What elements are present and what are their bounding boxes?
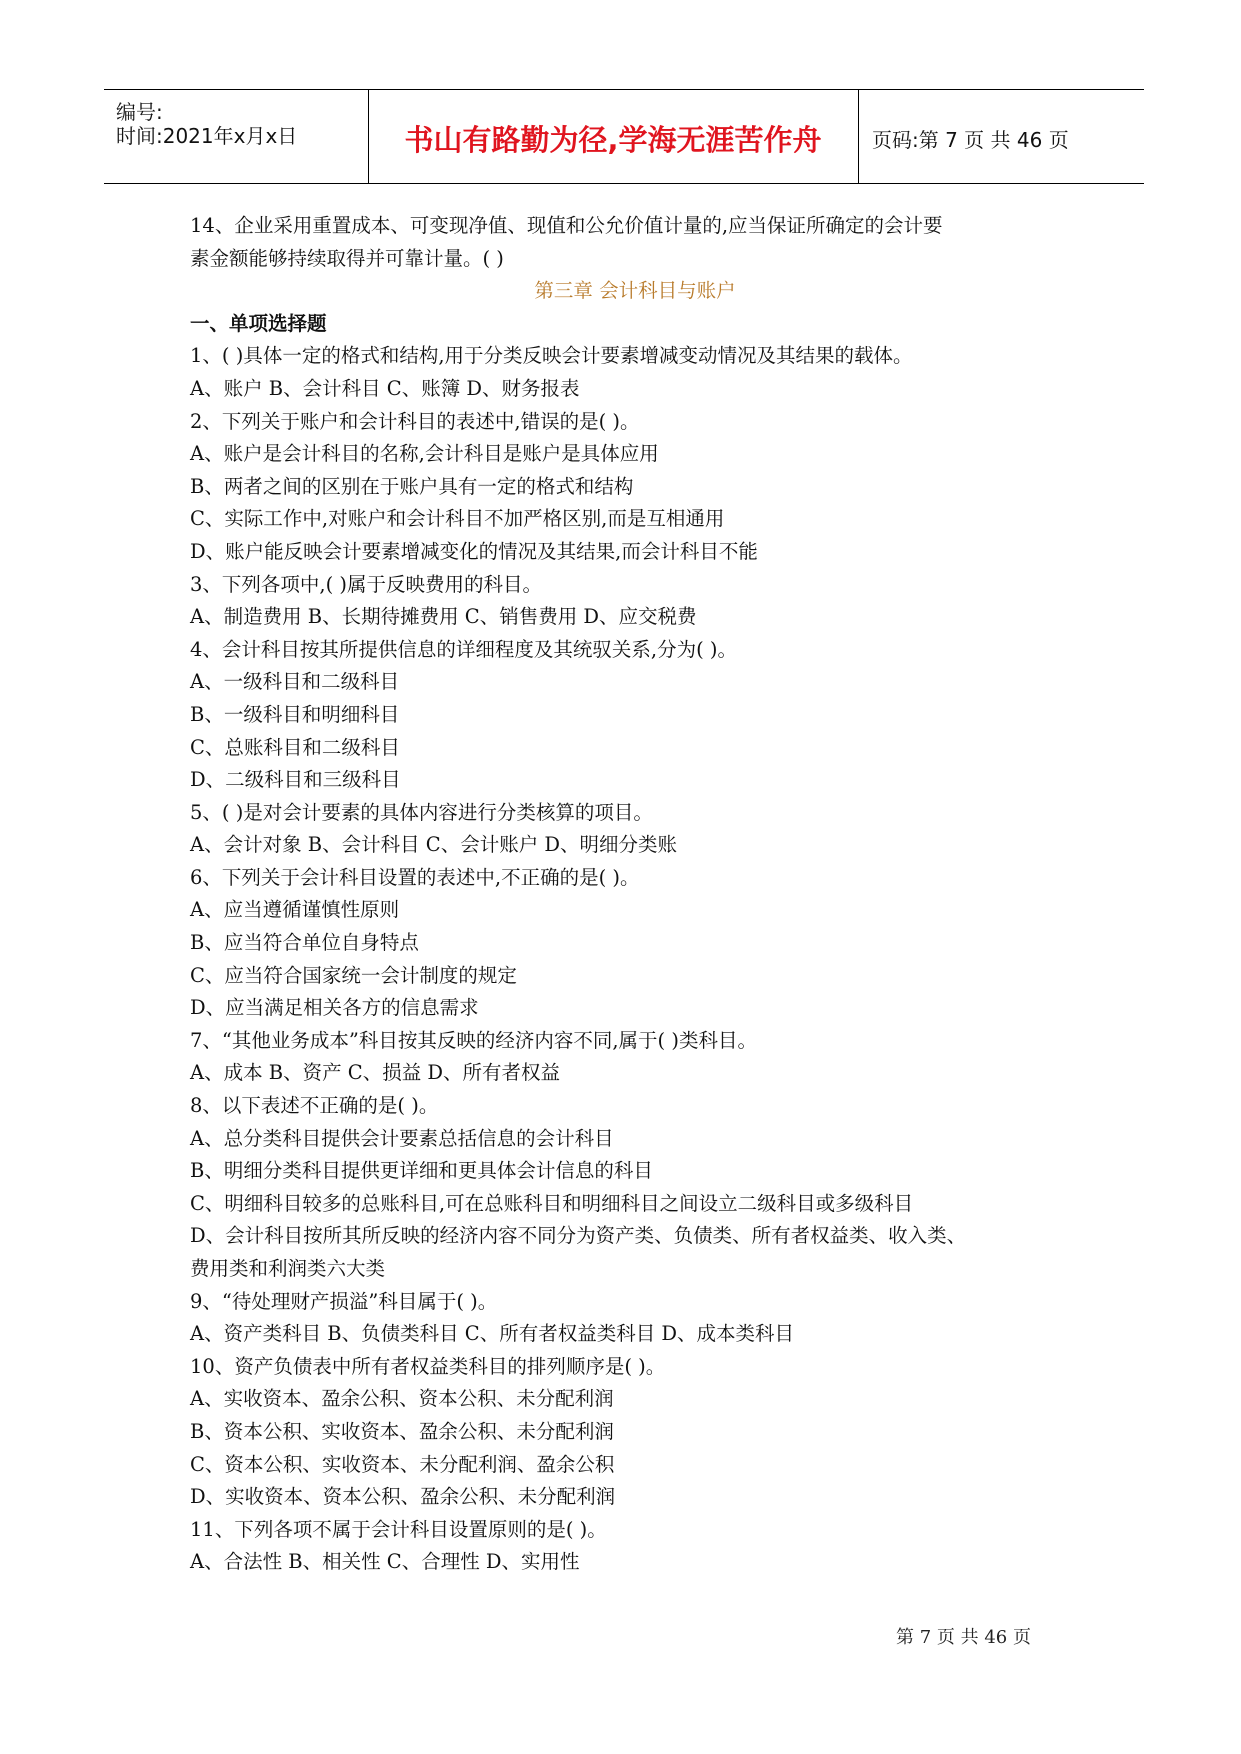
- chapter-title: 第三章 会计科目与账户: [534, 279, 736, 303]
- answer-option: D、账户能反映会计要素增减变化的情况及其结果,而会计科目不能: [190, 539, 758, 563]
- answer-option: D、会计科目按所其所反映的经济内容不同分为资产类、负债类、所有者权益类、收入类、: [190, 1224, 967, 1248]
- text-line: 14、企业采用重置成本、可变现净值、现值和公允价值计量的,应当保证所确定的会计要: [190, 214, 943, 237]
- answer-option: A、总分类科目提供会计要素总括信息的会计科目: [190, 1126, 614, 1150]
- document-body: [190, 210, 1080, 1579]
- question: 8、以下表述不正确的是( )。: [190, 1094, 439, 1118]
- header-left-cell: [104, 90, 369, 183]
- question: 10、资产负债表中所有者权益类科目的排列顺序是( )。: [190, 1354, 666, 1378]
- answer-option: A、应当遵循谨慎性原则: [190, 898, 400, 922]
- answer-option: B、明细分类科目提供更详细和更具体会计信息的科目: [190, 1159, 653, 1183]
- answer-option: B、应当符合单位自身特点: [190, 931, 419, 955]
- section-heading: 一、单项选择题: [190, 311, 327, 335]
- answer-option: D、应当满足相关各方的信息需求: [190, 996, 479, 1020]
- time-label: 时间:2021年x月x日: [116, 124, 298, 148]
- number-label: 编号:: [116, 100, 163, 124]
- answer-option: D、实收资本、资本公积、盈余公积、未分配利润: [190, 1485, 616, 1509]
- header-motto: 书山有路勤为径,学海无涯苦作舟: [404, 123, 822, 157]
- answer-option: A、资产类科目 B、负债类科目 C、所有者权益类科目 D、成本类科目: [190, 1322, 795, 1346]
- question: 4、会计科目按其所提供信息的详细程度及其统驭关系,分为( )。: [190, 637, 738, 661]
- text-line: 素金额能够持续取得并可靠计量。( ): [190, 246, 504, 270]
- header-middle-cell: [368, 90, 859, 183]
- question: 7、“其他业务成本”科目按其反映的经济内容不同,属于( )类科目。: [190, 1028, 757, 1052]
- question: 1、( )具体一定的格式和结构,用于分类反映会计要素增减变动情况及其结果的载体。: [190, 344, 913, 368]
- answer-option: B、两者之间的区别在于账户具有一定的格式和结构: [190, 474, 634, 498]
- answer-option: A、制造费用 B、长期待摊费用 C、销售费用 D、应交税费: [190, 605, 697, 629]
- answer-option: A、账户是会计科目的名称,会计科目是账户是具体应用: [190, 442, 659, 466]
- question: 2、下列关于账户和会计科目的表述中,错误的是( )。: [190, 409, 640, 433]
- answer-option: C、明细科目较多的总账科目,可在总账科目和明细科目之间设立二级科目或多级科目: [190, 1191, 914, 1215]
- answer-option: A、实收资本、盈余公积、资本公积、未分配利润: [190, 1387, 614, 1411]
- answer-option: A、会计对象 B、会计科目 C、会计账户 D、明细分类账: [190, 833, 678, 857]
- answer-option: C、实际工作中,对账户和会计科目不加严格区别,而是互相通用: [190, 507, 725, 531]
- answer-option: A、合法性 B、相关性 C、合理性 D、实用性: [190, 1550, 580, 1574]
- question: 6、下列关于会计科目设置的表述中,不正确的是( )。: [190, 865, 640, 889]
- question: 11、下列各项不属于会计科目设置原则的是( )。: [190, 1517, 607, 1541]
- answer-option: D、二级科目和三级科目: [190, 768, 401, 792]
- answer-option: C、总账科目和二级科目: [190, 735, 400, 759]
- page-header: [104, 89, 1144, 184]
- question: 3、下列各项中,( )属于反映费用的科目。: [190, 572, 543, 596]
- question: 5、( )是对会计要素的具体内容进行分类核算的项目。: [190, 800, 653, 824]
- page-footer: 第 7 页 共 46 页: [896, 1627, 1031, 1648]
- answer-option: C、应当符合国家统一会计制度的规定: [190, 963, 517, 987]
- header-page-info: 页码:第 7 页 共 46 页: [872, 128, 1069, 152]
- answer-option: A、账户 B、会计科目 C、账簿 D、财务报表: [190, 376, 580, 400]
- answer-option: B、资本公积、实收资本、盈余公积、未分配利润: [190, 1419, 614, 1443]
- answer-option: B、一级科目和明细科目: [190, 702, 400, 726]
- answer-option: A、成本 B、资产 C、损益 D、所有者权益: [190, 1061, 561, 1085]
- answer-option: A、一级科目和二级科目: [190, 670, 400, 694]
- answer-option: C、资本公积、实收资本、未分配利润、盈余公积: [190, 1452, 615, 1476]
- header-right-cell: [858, 90, 1144, 183]
- answer-option-continued: 费用类和利润类六大类: [190, 1257, 386, 1280]
- question: 9、“待处理财产损溢”科目属于( )。: [190, 1289, 498, 1313]
